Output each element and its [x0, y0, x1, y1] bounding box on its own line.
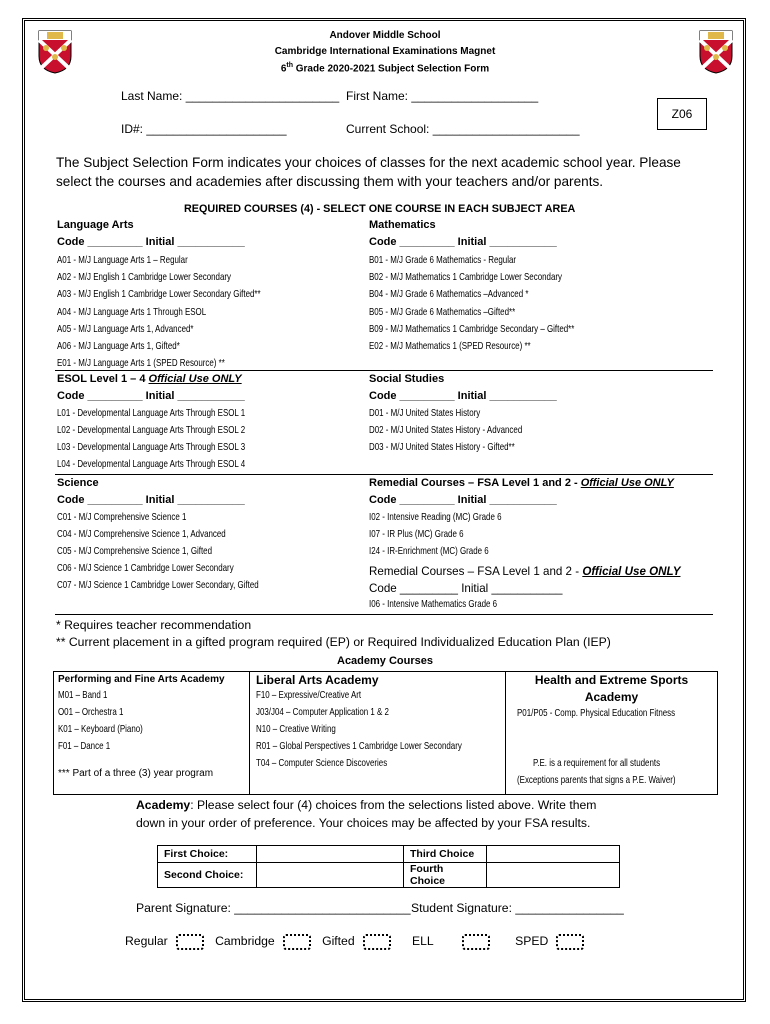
fourth-choice-label: Fourth Choice	[404, 863, 487, 888]
science-title: Science	[57, 477, 99, 489]
health-academy-item	[517, 708, 720, 719]
performing-arts-list	[58, 690, 167, 758]
performing-arts-note: *** Part of a three (3) year program	[58, 768, 214, 779]
course-item	[57, 425, 298, 442]
mathematics-code-initial: Code _________ Initial ___________	[369, 236, 557, 248]
social-studies-code-initial: Code _________ Initial ___________	[369, 390, 557, 402]
course-item	[369, 529, 539, 546]
remedial-1-code-initial: Code _________ Initial ___________	[369, 494, 557, 506]
course-item-text: B02 - M/J Mathematics 1 Cambridge Lower Secondary	[369, 272, 563, 284]
science-list	[57, 512, 316, 597]
course-item-text: B01 - M/J Grade 6 Mathematics - Regular	[369, 255, 517, 266]
course-item	[369, 512, 539, 529]
course-item	[57, 289, 318, 306]
esol-code-initial: Code _________ Initial ___________	[57, 390, 245, 402]
divider	[55, 474, 713, 475]
social-studies-list	[369, 408, 565, 459]
course-item-text: F10 – Expressive/Creative Art	[256, 690, 362, 701]
course-item-text: A02 - M/J English 1 Cambridge Lower Secondary	[57, 272, 232, 284]
form-title-grade: 6	[280, 63, 287, 75]
course-item	[256, 758, 520, 775]
course-item-text: L02 - Developmental Language Arts Through ESOL 2	[57, 425, 246, 436]
program-gifted-checkbox[interactable]	[363, 934, 391, 950]
course-item	[57, 324, 318, 341]
course-item	[57, 272, 318, 289]
course-item	[256, 707, 520, 724]
esol-official-use: Official Use ONLY	[148, 373, 242, 385]
third-choice-label: Third Choice	[404, 846, 487, 863]
course-item-text: D02 - M/J United States History - Advanced	[369, 425, 523, 436]
course-item	[58, 690, 167, 707]
course-item-text: R01 – Global Perspectives 1 Cambridge Lower Secondary	[256, 741, 462, 752]
health-academy-title-2: Academy	[584, 690, 639, 704]
fourth-choice-input[interactable]	[487, 863, 620, 888]
language-arts-code-initial: Code _________ Initial ___________	[57, 236, 245, 248]
form-title	[0, 62, 770, 74]
first-choice-label: First Choice:	[158, 846, 257, 863]
academy-instructions-text: : Please select four (4) choices from the selections listed above. Write them	[190, 798, 597, 812]
course-item-text: D03 - M/J United States History - Gifted**	[369, 442, 515, 453]
parent-signature-field[interactable]: Parent Signature: __________________________	[136, 901, 411, 915]
program-ell-checkbox[interactable]	[462, 934, 490, 950]
academy-instructions-2: down in your order of preference. Your choices may be affected by your FSA results.	[136, 816, 591, 830]
id-field[interactable]: ID#: _____________________	[121, 122, 287, 136]
divider	[55, 370, 713, 371]
esol-list	[57, 408, 298, 476]
remedial-2-title	[369, 565, 680, 578]
course-item-text: J03/J04 – Computer Application 1 & 2	[256, 707, 389, 718]
course-item	[57, 255, 318, 272]
social-studies-title: Social Studies	[369, 373, 445, 385]
course-item-text: B04 - M/J Grade 6 Mathematics –Advanced *	[369, 289, 529, 301]
course-item-text: I07 - IR Plus (MC) Grade 6	[369, 529, 464, 540]
course-item-text: C04 - M/J Comprehensive Science 1, Advanced	[57, 529, 226, 540]
course-item-text: F01 – Dance 1	[58, 741, 111, 752]
academy-instructions-1	[136, 798, 596, 812]
remedial-2-title-text: Remedial Courses – FSA Level 1 and 2 -	[369, 565, 583, 578]
course-item	[256, 724, 520, 741]
program-sped-checkbox[interactable]	[556, 934, 584, 950]
course-item-text: B09 - M/J Mathematics 1 Cambridge Secondary – Gifted**	[369, 323, 575, 335]
course-item-text: B05 - M/J Grade 6 Mathematics –Gifted**	[369, 306, 516, 318]
course-item-text: C07 - M/J Science 1 Cambridge Lower Secondary, Gifted	[57, 580, 259, 591]
remedial-1-list	[369, 512, 539, 563]
course-item	[57, 529, 316, 546]
health-note-2-text: (Exceptions parents that signs a P.E. Waiver)	[517, 775, 676, 786]
course-item	[369, 442, 565, 459]
course-item-text: I24 - IR-Enrichment (MC) Grade 6	[369, 546, 489, 557]
course-item	[369, 289, 632, 306]
esol-title	[57, 373, 242, 385]
course-item-text: A06 - M/J Language Arts 1, Gifted*	[57, 340, 180, 352]
course-item-text: I06 - Intensive Mathematics Grade 6	[369, 599, 498, 610]
choice-table	[157, 845, 620, 888]
remedial-1-title	[369, 477, 674, 489]
program-ell-label: ELL	[412, 934, 434, 949]
course-item-text: A01 - M/J Language Arts 1 – Regular	[57, 255, 188, 266]
program-name: Cambridge International Examinations Magnet	[274, 46, 496, 57]
course-item-text: T04 – Computer Science Discoveries	[256, 758, 388, 769]
remedial-2-official-use: Official Use ONLY	[582, 565, 681, 578]
first-choice-input[interactable]	[257, 846, 404, 863]
course-item	[369, 408, 565, 425]
esol-title-text: ESOL Level 1 – 4	[57, 373, 149, 385]
course-item	[369, 341, 632, 358]
course-item	[57, 408, 298, 425]
course-item-text: M01 – Band 1	[58, 690, 108, 701]
course-item-text: A04 - M/J Language Arts 1 Through ESOL	[57, 306, 207, 318]
intro-line-2: select the courses and academies after discussing them with your teachers and/or parents.	[56, 174, 604, 189]
course-item	[57, 512, 316, 529]
academy-instructions-bold: Academy	[136, 798, 191, 812]
course-item-text: D01 - M/J United States History	[369, 408, 481, 419]
science-code-initial: Code _________ Initial ___________	[57, 494, 245, 506]
health-academy-note-1	[533, 758, 696, 769]
course-item	[57, 563, 316, 580]
health-academy-note-2	[517, 775, 720, 786]
course-item	[57, 341, 318, 358]
second-choice-label: Second Choice:	[158, 863, 257, 888]
health-item-text: P01/P05 - Comp. Physical Education Fitness	[517, 708, 676, 719]
last-name-field[interactable]: Last Name: _______________________	[121, 89, 340, 103]
remedial-1-official-use: Official Use ONLY	[580, 477, 674, 489]
course-item-text: L04 - Developmental Language Arts Through ESOL 4	[57, 459, 246, 470]
language-arts-list	[57, 255, 318, 375]
course-item-text: A03 - M/J English 1 Cambridge Lower Secondary Gifted**	[57, 289, 261, 301]
course-item-text: L03 - Developmental Language Arts Through ESOL 3	[57, 442, 246, 453]
health-academy-title-1: Health and Extreme Sports	[534, 673, 689, 687]
course-item-text: C06 - M/J Science 1 Cambridge Lower Secondary	[57, 563, 234, 574]
current-school-field[interactable]: Current School: ______________________	[346, 122, 580, 136]
form-title-sup: th	[286, 62, 293, 69]
remedial-1-title-text: Remedial Courses – FSA Level 1 and 2 -	[369, 477, 581, 489]
course-item	[256, 690, 520, 707]
liberal-arts-list	[256, 690, 520, 775]
mathematics-list	[369, 255, 632, 358]
course-item-text: N10 – Creative Writing	[256, 724, 336, 735]
course-item-text: K01 – Keyboard (Piano)	[58, 724, 143, 735]
form-title-rest: Grade 2020-2021 Subject Selection Form	[292, 63, 490, 75]
course-item	[58, 724, 167, 741]
school-name: Andover Middle School	[329, 30, 441, 41]
course-item	[369, 324, 632, 341]
course-item-text: C01 - M/J Comprehensive Science 1	[57, 512, 187, 523]
liberal-arts-title: Liberal Arts Academy	[256, 673, 379, 687]
form-code-box: Z06	[657, 98, 707, 130]
course-item-text: E01 - M/J Language Arts 1 (SPED Resource) **	[57, 358, 225, 370]
course-item-text: C05 - M/J Comprehensive Science 1, Gifted	[57, 546, 213, 557]
course-item-text: A05 - M/J Language Arts 1, Advanced*	[57, 323, 194, 335]
course-item	[369, 307, 632, 324]
first-name-field[interactable]: First Name: ___________________	[346, 89, 539, 103]
program-sped-label: SPED	[515, 934, 549, 949]
course-item	[58, 741, 167, 758]
course-item	[369, 272, 632, 289]
student-signature-field[interactable]: Student Signature: ________________	[411, 901, 624, 915]
course-item	[369, 255, 632, 272]
program-cambridge-checkbox[interactable]	[283, 934, 311, 950]
course-item-text: E02 - M/J Mathematics 1 (SPED Resource) **	[369, 340, 531, 352]
academy-divider	[249, 671, 250, 795]
course-item-text: L01 - Developmental Language Arts Through ESOL 1	[57, 408, 246, 419]
course-item-text: I02 - Intensive Reading (MC) Grade 6	[369, 512, 502, 523]
intro-line-1: The Subject Selection Form indicates your choices of classes for the next academic school year. Please	[56, 155, 681, 170]
course-item	[57, 580, 316, 597]
academy-courses-heading	[0, 655, 770, 667]
health-note-1-text: P.E. is a requirement for all students	[533, 758, 661, 769]
course-item	[369, 425, 565, 442]
course-item	[57, 546, 316, 563]
course-item	[256, 741, 520, 758]
second-choice-input[interactable]	[257, 863, 404, 888]
required-heading: REQUIRED COURSES (4) - SELECT ONE COURSE IN EACH SUBJECT AREA	[184, 203, 576, 215]
program-cambridge-label: Cambridge	[215, 934, 275, 949]
program-regular-checkbox[interactable]	[176, 934, 204, 950]
program-checkboxes	[125, 934, 592, 950]
program-gifted-label: Gifted	[322, 934, 355, 949]
course-item-text: O01 – Orchestra 1	[58, 707, 124, 718]
remedial-2-code-initial: Code _________ Initial ___________	[369, 582, 563, 595]
language-arts-title: Language Arts	[57, 219, 134, 231]
course-item	[57, 442, 298, 459]
course-item	[58, 707, 167, 724]
performing-arts-title: Performing and Fine Arts Academy	[58, 674, 225, 685]
course-item	[57, 307, 318, 324]
note-teacher-recommendation: * Requires teacher recommendation	[56, 618, 252, 632]
divider	[55, 614, 713, 615]
academy-heading-text: Academy Courses	[337, 655, 433, 667]
mathematics-title: Mathematics	[369, 219, 436, 231]
third-choice-input[interactable]	[487, 846, 620, 863]
note-gifted-placement: ** Current placement in a gifted program required (EP) or Required Individualized Education Plan (IEP)	[56, 635, 611, 649]
program-regular-label: Regular	[125, 934, 168, 949]
course-item	[369, 546, 539, 563]
